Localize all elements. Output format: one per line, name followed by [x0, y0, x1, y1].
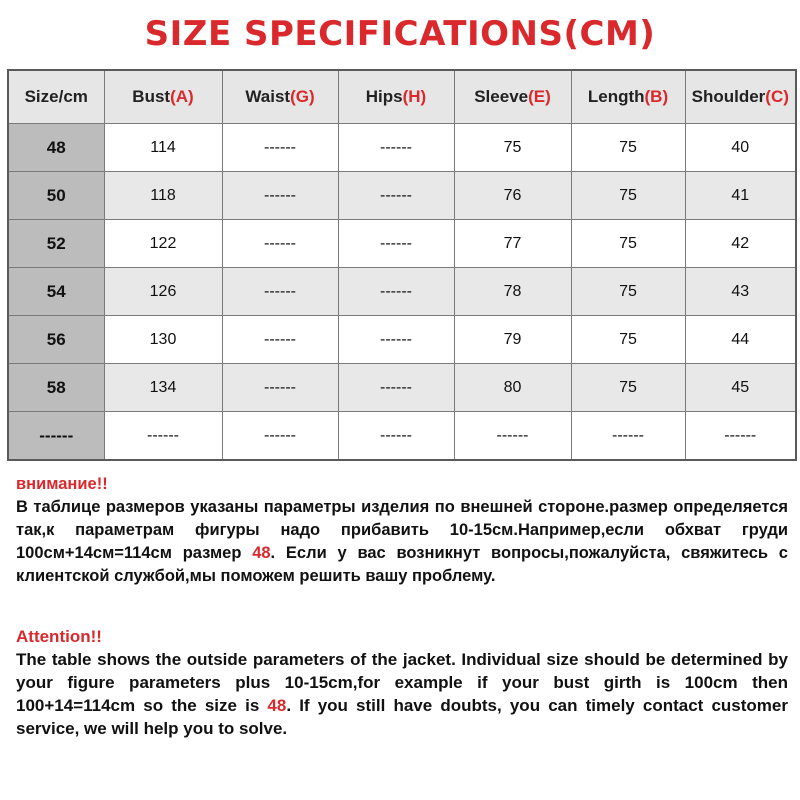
cell-length: 75	[571, 268, 685, 316]
table-row	[8, 412, 796, 461]
cell-sleeve: 77	[454, 220, 571, 268]
cell-shoulder: 45	[685, 364, 796, 412]
cell-waist: ------	[222, 172, 338, 220]
cell-waist: ------	[222, 412, 338, 461]
header-size: Size/cm	[8, 70, 104, 124]
cell-bust: 114	[104, 124, 222, 172]
table-row	[8, 268, 796, 316]
cell-hips: ------	[338, 220, 454, 268]
table-row	[8, 124, 796, 172]
size-table	[7, 69, 797, 461]
header-waist: Waist(G)	[222, 70, 338, 124]
cell-length: 75	[571, 172, 685, 220]
table-header-row	[8, 70, 796, 124]
cell-hips: ------	[338, 124, 454, 172]
cell-waist: ------	[222, 268, 338, 316]
note-ru-text-before: В таблице размеров указаны параметры изделия по внешней стороне.размер определяется так,к параметрам фигуры надо прибавить 10-15см.Например,если обхват груди 100см+14см=114см размер	[16, 498, 788, 562]
note-english	[16, 625, 788, 740]
cell-size: 48	[8, 124, 104, 172]
cell-hips: ------	[338, 364, 454, 412]
cell-hips: ------	[338, 412, 454, 461]
cell-sleeve: 75	[454, 124, 571, 172]
cell-bust: 118	[104, 172, 222, 220]
cell-hips: ------	[338, 316, 454, 364]
cell-sleeve: 79	[454, 316, 571, 364]
table-row	[8, 220, 796, 268]
header-sleeve: Sleeve(E)	[454, 70, 571, 124]
cell-size: 50	[8, 172, 104, 220]
cell-sleeve: 80	[454, 364, 571, 412]
cell-shoulder: 41	[685, 172, 796, 220]
cell-bust: 126	[104, 268, 222, 316]
cell-bust: 134	[104, 364, 222, 412]
note-en-text-before: The table shows the outside parameters of the jacket. Individual size should be determined by your figure parameters plus 10-15cm,for example if your bust girth is 100cm then 100+14=114cm so the size is	[16, 650, 788, 715]
header-shoulder: Shoulder(C)	[685, 70, 796, 124]
cell-size: 56	[8, 316, 104, 364]
header-bust: Bust(A)	[104, 70, 222, 124]
cell-shoulder: 42	[685, 220, 796, 268]
cell-size: 52	[8, 220, 104, 268]
cell-waist: ------	[222, 124, 338, 172]
cell-hips: ------	[338, 268, 454, 316]
cell-shoulder: 44	[685, 316, 796, 364]
header-length: Length(B)	[571, 70, 685, 124]
note-ru-text-after: . Если у вас возникнут вопросы,пожалуйста, свяжитесь с клиентской службой,мы поможем решить вашу проблему.	[16, 544, 788, 585]
cell-hips: ------	[338, 172, 454, 220]
cell-bust: ------	[104, 412, 222, 461]
cell-waist: ------	[222, 220, 338, 268]
note-russian	[16, 473, 788, 588]
table-row	[8, 172, 796, 220]
note-en-heading: Attention!!	[16, 627, 102, 646]
cell-shoulder: ------	[685, 412, 796, 461]
cell-size: 58	[8, 364, 104, 412]
cell-sleeve: ------	[454, 412, 571, 461]
cell-sleeve: 76	[454, 172, 571, 220]
cell-shoulder: 40	[685, 124, 796, 172]
cell-length: 75	[571, 220, 685, 268]
cell-length: 75	[571, 124, 685, 172]
table-row	[8, 316, 796, 364]
cell-size: ------	[8, 412, 104, 461]
page-title: SIZE SPECIFICATIONS(CM)	[144, 14, 656, 54]
cell-shoulder: 43	[685, 268, 796, 316]
cell-waist: ------	[222, 316, 338, 364]
cell-bust: 122	[104, 220, 222, 268]
header-hips: Hips(H)	[338, 70, 454, 124]
note-en-text-after: . If you still have doubts, you can timely contact customer service, we will help you to solve.	[16, 696, 788, 738]
note-en-highlight: 48	[267, 696, 287, 715]
table-row	[8, 364, 796, 412]
cell-length: 75	[571, 316, 685, 364]
note-ru-highlight: 48	[252, 544, 271, 562]
cell-bust: 130	[104, 316, 222, 364]
cell-waist: ------	[222, 364, 338, 412]
cell-length: ------	[571, 412, 685, 461]
cell-size: 54	[8, 268, 104, 316]
note-ru-heading: внимание!!	[16, 475, 108, 493]
cell-length: 75	[571, 364, 685, 412]
cell-sleeve: 78	[454, 268, 571, 316]
